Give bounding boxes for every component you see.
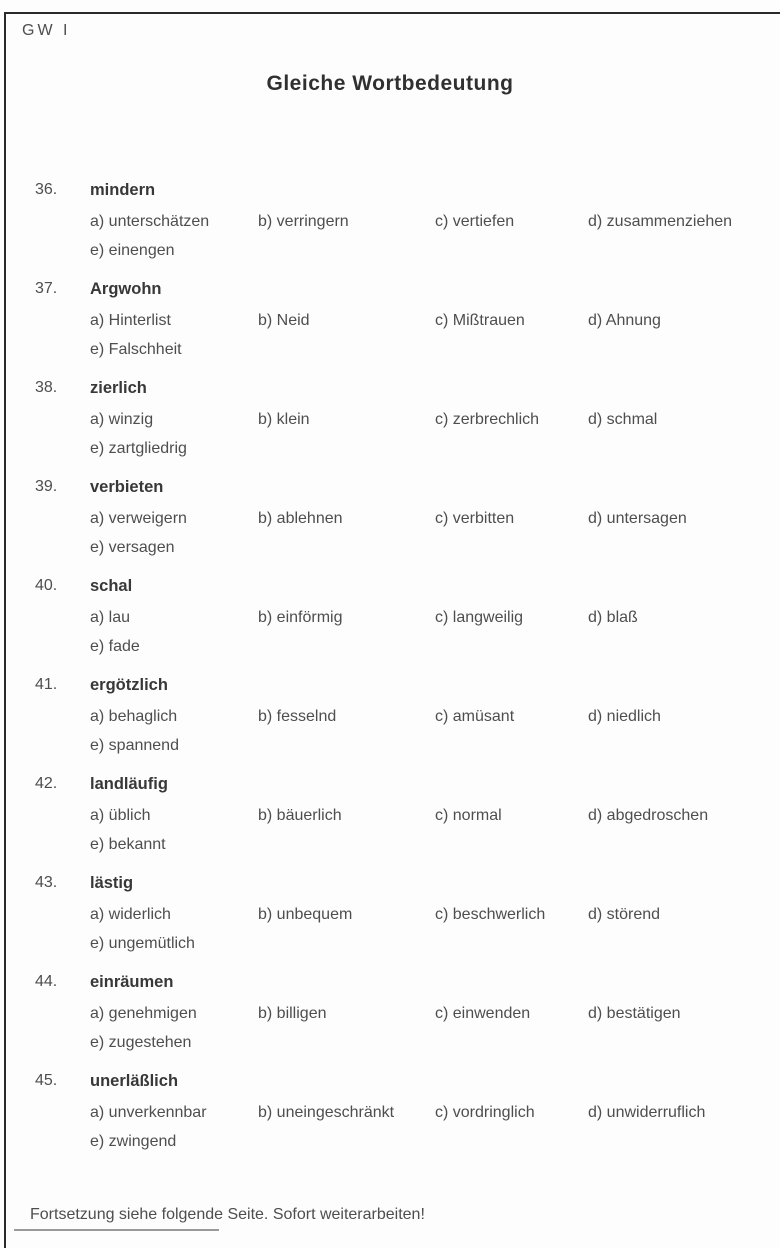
question-body xyxy=(90,675,768,756)
option-d: d) unwiderruflich xyxy=(588,1104,706,1121)
option-c: c) einwenden xyxy=(435,1005,531,1022)
option-e: e) versagen xyxy=(90,539,175,556)
option-b: b) ablehnen xyxy=(258,510,343,527)
options-row xyxy=(90,608,768,628)
question-item xyxy=(0,972,780,1053)
page-border-bottom-partial xyxy=(14,1229,219,1231)
question-headword: lästig xyxy=(90,874,134,892)
question-number: 39. xyxy=(35,478,58,495)
option-e: e) zugestehen xyxy=(90,1034,192,1051)
option-c: c) amüsant xyxy=(435,708,515,725)
option-d: d) blaß xyxy=(588,609,638,626)
page-title: Gleiche Wortbedeutung xyxy=(266,72,514,95)
option-e: e) bekannt xyxy=(90,836,166,853)
option-b: b) Neid xyxy=(258,312,310,329)
option-c: c) vordringlich xyxy=(435,1104,535,1121)
question-body xyxy=(90,279,768,360)
question-body xyxy=(90,972,768,1053)
option-d: d) untersagen xyxy=(588,510,687,527)
option-b: b) uneingeschränkt xyxy=(258,1104,395,1121)
option-a: a) genehmigen xyxy=(90,1005,197,1022)
question-headword: landläufig xyxy=(90,775,168,793)
option-a: a) unverkennbar xyxy=(90,1104,207,1121)
option-c: c) vertiefen xyxy=(435,213,515,230)
question-body xyxy=(90,576,768,657)
question-number: 37. xyxy=(35,280,58,297)
option-a: a) Hinterlist xyxy=(90,312,171,329)
question-body xyxy=(90,1071,768,1152)
option-e: e) Falschheit xyxy=(90,341,182,358)
question-body xyxy=(90,378,768,459)
question-number: 40. xyxy=(35,577,58,594)
question-number: 36. xyxy=(35,181,58,198)
question-body xyxy=(90,774,768,855)
question-body xyxy=(90,873,768,954)
question-item xyxy=(0,1071,780,1152)
option-a: a) behaglich xyxy=(90,708,178,725)
question-item xyxy=(0,675,780,756)
question-headword: mindern xyxy=(90,181,156,199)
option-c: c) normal xyxy=(435,807,502,824)
option-a: a) verweigern xyxy=(90,510,187,527)
option-b: b) fesselnd xyxy=(258,708,337,725)
question-headword: ergötzlich xyxy=(90,676,168,694)
option-d: d) abgedroschen xyxy=(588,807,709,824)
question-item xyxy=(0,378,780,459)
option-d: d) zusammenziehen xyxy=(588,213,733,230)
options-row xyxy=(90,509,768,529)
question-item xyxy=(0,279,780,360)
option-a: a) unterschätzen xyxy=(90,213,210,230)
option-e: e) ungemütlich xyxy=(90,935,195,952)
options-row xyxy=(90,410,768,430)
option-b: b) verringern xyxy=(258,213,349,230)
option-b: b) unbequem xyxy=(258,906,353,923)
question-item xyxy=(0,873,780,954)
option-e: e) zwingend xyxy=(90,1133,177,1150)
option-c: c) verbitten xyxy=(435,510,515,527)
question-number: 38. xyxy=(35,379,58,396)
options-row xyxy=(90,707,768,727)
question-item xyxy=(0,576,780,657)
options-row xyxy=(90,905,768,925)
option-a: a) winzig xyxy=(90,411,154,428)
footer-note: Fortsetzung siehe folgende Seite. Sofort weiterarbeiten! xyxy=(30,1206,425,1223)
option-a: a) lau xyxy=(90,609,131,626)
option-e: e) fade xyxy=(90,638,140,655)
option-e: e) zartgliedrig xyxy=(90,440,187,457)
options-row xyxy=(90,311,768,331)
question-number: 42. xyxy=(35,775,58,792)
question-number: 44. xyxy=(35,973,58,990)
question-headword: unerläßlich xyxy=(90,1072,179,1090)
option-d: d) bestätigen xyxy=(588,1005,681,1022)
question-headword: verbieten xyxy=(90,478,164,496)
page-corner-label: GW I xyxy=(22,22,71,39)
question-item xyxy=(0,477,780,558)
option-a: a) üblich xyxy=(90,807,151,824)
question-headword: Argwohn xyxy=(90,280,162,298)
options-row xyxy=(90,806,768,826)
question-body xyxy=(90,477,768,558)
page-border-top xyxy=(4,12,780,14)
option-b: b) klein xyxy=(258,411,310,428)
option-a: a) widerlich xyxy=(90,906,171,923)
options-row xyxy=(90,212,768,232)
option-c: c) zerbrechlich xyxy=(435,411,540,428)
option-e: e) spannend xyxy=(90,737,179,754)
question-number: 43. xyxy=(35,874,58,891)
options-row xyxy=(90,1103,768,1123)
options-row xyxy=(90,1004,768,1024)
option-b: b) bäuerlich xyxy=(258,807,342,824)
question-number: 41. xyxy=(35,676,58,693)
option-d: d) niedlich xyxy=(588,708,661,725)
option-c: c) Mißtrauen xyxy=(435,312,525,329)
option-b: b) billigen xyxy=(258,1005,327,1022)
option-e: e) einengen xyxy=(90,242,175,259)
question-item xyxy=(0,774,780,855)
question-body xyxy=(90,180,768,261)
option-d: d) Ahnung xyxy=(588,312,661,329)
question-headword: einräumen xyxy=(90,973,174,991)
question-headword: schal xyxy=(90,577,133,595)
option-c: c) beschwerlich xyxy=(435,906,546,923)
option-d: d) störend xyxy=(588,906,661,923)
question-list xyxy=(0,180,780,1170)
option-d: d) schmal xyxy=(588,411,658,428)
question-number: 45. xyxy=(35,1072,58,1089)
question-item xyxy=(0,180,780,261)
option-c: c) langweilig xyxy=(435,609,524,626)
option-b: b) einförmig xyxy=(258,609,343,626)
question-headword: zierlich xyxy=(90,379,147,397)
